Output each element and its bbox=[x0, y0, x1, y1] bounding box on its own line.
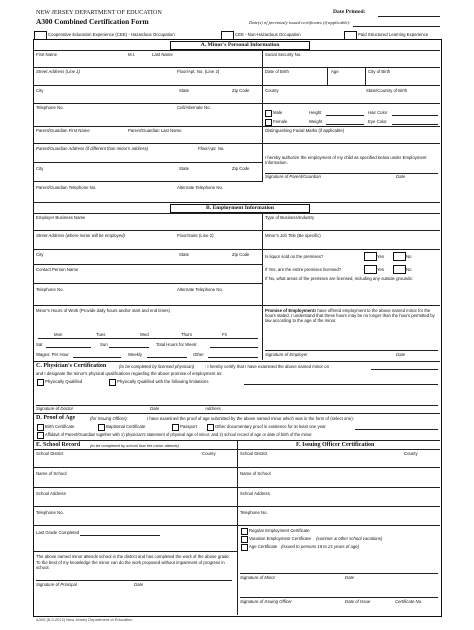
department-name: NEW JERSEY DEPARTMENT OF EDUCATION bbox=[36, 9, 162, 16]
street-label: Street Address (Line 1) bbox=[36, 69, 81, 74]
liquor-no-label: No bbox=[406, 254, 412, 259]
section-d-title: D. Proof of Age bbox=[36, 415, 76, 421]
other-license-label: If No, what areas of the premises are licensed, including any outside grounds: bbox=[265, 276, 413, 281]
birth-cert-checkbox[interactable] bbox=[37, 424, 44, 431]
day-sat: Sat bbox=[36, 342, 43, 347]
authorize-text: I hereby authorize the employment of my child as specified below under Employment Information. bbox=[265, 155, 427, 165]
county-label: County bbox=[265, 88, 279, 93]
sig-pg-date-label: Date bbox=[396, 174, 406, 179]
hair-color-label: Hair Color bbox=[368, 110, 388, 115]
female-checkbox[interactable] bbox=[265, 119, 272, 126]
pg-city-label: City bbox=[36, 166, 44, 171]
day-thurs: Thurs bbox=[181, 332, 192, 337]
e-school-address-label: School Address bbox=[36, 491, 66, 496]
proof-age-text: I have examined the proof of age submitted by the above named minor which was in the form of (select one): bbox=[147, 416, 354, 421]
sig-doctor-date-label: Date bbox=[150, 406, 160, 411]
prev-dates-label: Date(s) of previously issued certificates (if applicable): bbox=[249, 20, 351, 25]
sig-employer-date-label: Date bbox=[396, 352, 406, 357]
f-district-label: School District bbox=[240, 451, 268, 456]
limitations-checkbox[interactable] bbox=[109, 379, 116, 386]
telephone-label: Telephone No. bbox=[36, 105, 64, 110]
dob-label: Date of Birth bbox=[265, 69, 289, 74]
regular-cert-checkbox[interactable] bbox=[241, 528, 248, 535]
birth-cert-label: Birth Certificate bbox=[45, 424, 75, 429]
qualified-label: Physically Qualified bbox=[45, 379, 83, 384]
baptism-cert-checkbox[interactable] bbox=[98, 424, 105, 431]
cee-nonhaz-label: CEE - Non-Hazardous Occupation bbox=[235, 32, 301, 37]
section-f-title: F. Issuing Officer Certification bbox=[296, 442, 375, 448]
physician-text-1: : I hereby certify that I have examined the above named minor on bbox=[205, 364, 329, 369]
sig-employer-label: Signature of Employer bbox=[265, 352, 308, 357]
age-cert-note: (issued to persons 18 to 21 years of age) bbox=[281, 544, 360, 549]
liquor-yes-label: Yes bbox=[377, 254, 385, 259]
day-wed: Wed bbox=[140, 332, 149, 337]
sig-principal-date-label: Date bbox=[134, 582, 144, 587]
day-fri: Fri bbox=[222, 332, 228, 337]
age-cert-checkbox[interactable] bbox=[241, 544, 248, 551]
paid-sle-label: Paid Structured Learning Experience bbox=[358, 32, 429, 37]
affidavit-checkbox[interactable] bbox=[37, 432, 44, 439]
baptism-cert-label: Baptismal Certificate bbox=[106, 424, 146, 429]
physician-text-2: and I designate the minor's physical qualifications regarding the above promise of employment as: bbox=[36, 371, 223, 376]
section-b-title: B. Employment Information bbox=[170, 204, 310, 213]
qualified-checkbox[interactable] bbox=[37, 379, 44, 386]
date-issue-label: Date of Issue bbox=[345, 599, 371, 604]
sig-principal-label: Signature of Principal bbox=[36, 582, 77, 587]
male-label: Male bbox=[273, 110, 283, 115]
cell-label: Cell/Alternate No. bbox=[177, 105, 211, 110]
e-district-label: School District bbox=[36, 451, 64, 456]
other-proof-label: Other documentary proof in existence for at least one year bbox=[215, 424, 326, 429]
e-school-name-label: Name of School bbox=[36, 471, 67, 476]
doctor-address-label: Address bbox=[205, 406, 221, 411]
state-country-label: State/Country of Birth bbox=[366, 88, 408, 93]
emp-state-label: State bbox=[179, 252, 190, 257]
passport-checkbox[interactable] bbox=[172, 424, 179, 431]
zip-label: Zip Code bbox=[232, 88, 250, 93]
licensed-no-label: No bbox=[406, 267, 412, 272]
ceh-label: Cooperative Education Experience (CEE) - Hazardous Occupation bbox=[48, 32, 175, 37]
job-title-label: Minor's Job Title (Be specific) bbox=[265, 233, 321, 238]
hours-label: Minor's Hours of Work (Provide daily hours and/or start and end times) bbox=[36, 308, 170, 313]
first-name-label: First Name bbox=[36, 52, 58, 57]
mi-label: M.I. bbox=[128, 52, 136, 57]
sig-pg-label: Signature of Parent/Guardian bbox=[265, 174, 321, 179]
other-wage-label: Other bbox=[193, 352, 204, 357]
passport-label: Passport bbox=[180, 424, 197, 429]
sig-minor-date-label: Date bbox=[345, 575, 355, 580]
section-c-title: C. Physician's Certification bbox=[36, 363, 107, 369]
cert-no-label: Certificate No. bbox=[395, 599, 423, 604]
emp-city-label: City bbox=[36, 252, 44, 257]
liquor-label: Is liquor sold on the premises? bbox=[265, 254, 324, 259]
e-tel-label: Telephone No. bbox=[36, 510, 64, 515]
vacation-note: (summer & other school vacations) bbox=[316, 536, 383, 541]
business-type-label: Type of Business/Industry bbox=[265, 215, 315, 220]
sig-minor-label: Signature of Minor bbox=[240, 575, 276, 580]
day-tues: Tues bbox=[96, 332, 106, 337]
emp-alt-label: Alternate Telephone No. bbox=[177, 287, 224, 292]
affidavit-label: Affidavit of Parent/Guardian together with 1) physician's statement of physical age of minor; and 2) school record of age or date of birth of the minor. bbox=[45, 432, 313, 437]
limitations-label: Physically Qualified with the following limitations bbox=[117, 379, 209, 384]
promise-text: I have offered employment to the above named minor for the hours stated. I understand that these hours may be no longer than the hours permitted by law according to the age of the minor. bbox=[265, 308, 435, 323]
last-name-label: Last Name bbox=[152, 52, 173, 57]
last-grade-label: Last Grade Completed bbox=[36, 530, 80, 535]
vacation-cert-label: Vacation Employment Certificate bbox=[249, 536, 312, 541]
pg-address-label: Parent/Guardian Address (if different than minor's address) bbox=[36, 146, 149, 151]
female-label: Female bbox=[273, 119, 288, 124]
city-birth-label: City of Birth bbox=[368, 69, 391, 74]
f-county-label: County bbox=[404, 451, 418, 456]
marks-label: Distinguishing Facial Marks (if applicable) bbox=[265, 128, 345, 133]
day-sun: Sun bbox=[100, 342, 108, 347]
state-label: State bbox=[179, 88, 190, 93]
sig-doctor-label: Signature of Doctor bbox=[36, 406, 74, 411]
section-e-title: E. School Record bbox=[36, 442, 81, 448]
licensed-yes-checkbox[interactable] bbox=[364, 265, 377, 274]
pg-alt-label: Alternate Telephone No. bbox=[177, 185, 224, 190]
f-school-address-label: School Address bbox=[240, 491, 270, 496]
licensed-no-checkbox[interactable] bbox=[393, 265, 406, 274]
pg-state-label: State bbox=[179, 166, 190, 171]
vacation-cert-checkbox[interactable] bbox=[241, 536, 248, 543]
section-d-note: (for Issuing Officer): bbox=[90, 416, 128, 421]
liquor-no-checkbox[interactable] bbox=[393, 252, 406, 261]
pg-floor-label: Floor/Apt. No. bbox=[198, 146, 225, 151]
height-label: Height bbox=[309, 110, 322, 115]
employer-name-label: Employer Business Name bbox=[36, 215, 86, 220]
liquor-yes-checkbox[interactable] bbox=[364, 252, 377, 261]
contact-label: Contact Person Name bbox=[36, 267, 79, 272]
wages-label: Wages: Per Hour bbox=[36, 352, 69, 357]
licensed-yes-label: Yes bbox=[377, 267, 385, 272]
floor-label: Floor/Apt. No. (Line 2) bbox=[177, 69, 220, 74]
prev-dates-line[interactable] bbox=[353, 26, 440, 27]
city-label: City bbox=[36, 88, 44, 93]
section-c-note: (to be completed by licensed physician) bbox=[119, 364, 195, 369]
pg-first-label: Parent/Guardian First Name bbox=[36, 128, 90, 133]
section-e-note: (to be completed by school that the minor attends) bbox=[90, 443, 179, 448]
pg-tel-label: Parent/Guardian Telephone No. bbox=[36, 185, 97, 190]
weight-label: Weight bbox=[309, 119, 323, 124]
sig-officer-label: Signature of Issuing Officer bbox=[240, 599, 292, 604]
regular-cert-label: Regular Employment Certificate bbox=[249, 528, 310, 533]
emp-street-label: Street Address (where minor will be employed) bbox=[36, 233, 125, 238]
age-cert-label: Age Certificate bbox=[249, 544, 278, 549]
promise-label: Promise of Employment: bbox=[265, 308, 316, 313]
ssn-label: Social Security No. bbox=[265, 52, 302, 57]
emp-floor-label: Floor/Suite (Line 2) bbox=[177, 233, 214, 238]
total-week-label: Total Hours for Week: bbox=[156, 342, 198, 347]
school-record-text: The above named minor attends school in the district and has completed the work of the above grade. To the best of my knowledge the minor can do the work proposed without impairment of progress in school. bbox=[36, 554, 230, 571]
date-printed-line[interactable] bbox=[378, 16, 440, 17]
form-title: A300 Combined Certification Form bbox=[36, 17, 149, 26]
licensed-label: If Yes, are the entire premises licensed? bbox=[265, 267, 342, 272]
eye-color-label: Eye Color bbox=[368, 119, 387, 124]
emp-zip-label: Zip Code bbox=[232, 252, 250, 257]
other-proof-checkbox[interactable] bbox=[207, 424, 214, 431]
footer-text: A300 (8-9-2012) New Jersey Department of Education bbox=[36, 617, 133, 622]
f-tel-label: Telephone No. bbox=[240, 510, 268, 515]
f-school-name-label: Name of School bbox=[240, 471, 271, 476]
weekly-label: Weekly bbox=[128, 352, 143, 357]
emp-tel-label: Telephone No. bbox=[36, 287, 64, 292]
male-checkbox[interactable] bbox=[265, 110, 272, 117]
age-label: Age bbox=[331, 69, 339, 74]
date-printed-label: Date Printed: bbox=[333, 9, 366, 15]
section-a-title: A. Minor's Personal Information bbox=[170, 41, 310, 50]
day-mon: Mon bbox=[54, 332, 63, 337]
pg-zip-label: Zip Code bbox=[232, 166, 250, 171]
pg-last-label: Parent/Guardian Last Name bbox=[128, 128, 182, 133]
e-county-label: County bbox=[202, 451, 216, 456]
